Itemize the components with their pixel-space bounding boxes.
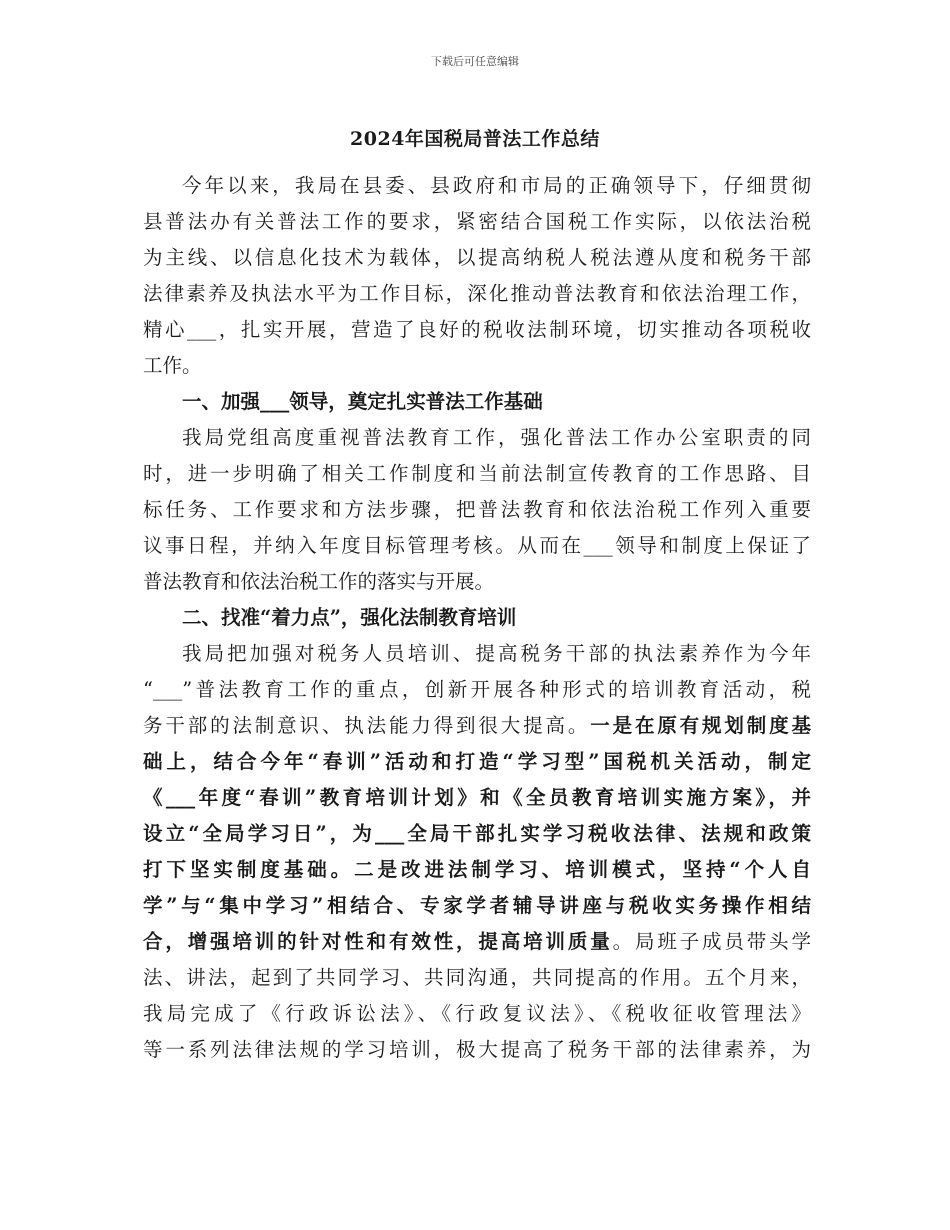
bold-text-segment: 二、找准“着力点”，强化法制教育培训: [182, 606, 517, 629]
text-segment: 议事日程，并纳入年度目标管理考核。从而在___领导和制度上保证了: [143, 534, 811, 557]
text-segment: 为主线、以信息化技术为载体，以提高纳税人税法遵从度和税务干部: [143, 246, 811, 269]
text-segment: 时，进一步明确了相关工作制度和当前法制宣传教育的工作思路、目: [143, 462, 811, 485]
text-line: [143, 852, 811, 888]
text-segment: 等一系列法律法规的学习培训，极大提高了税务干部的法律素养，为: [143, 1038, 811, 1061]
text-line: [143, 348, 811, 384]
text-line: [143, 312, 811, 348]
text-segment: 法、讲法，起到了共同学习、共同沟通，共同提高的作用。五个月来，: [143, 966, 811, 989]
text-line: [143, 204, 811, 240]
bold-text-segment: 合，增强培训的针对性和有效性，提高培训质量: [143, 930, 613, 953]
text-line: [143, 672, 811, 708]
bold-text-segment: 础上，结合今年“春训”活动和打造“学习型”国税机关活动，制定: [143, 750, 811, 773]
page-header: 下载后可任意编辑: [431, 55, 519, 68]
text-line: [143, 924, 811, 960]
section-heading: [143, 384, 811, 420]
text-line: [143, 276, 811, 312]
text-segment: 我局把加强对税务人员培训、提高税务干部的执法素养作为今年: [182, 642, 811, 665]
text-line: [143, 996, 811, 1032]
text-line: [143, 1032, 811, 1068]
text-line: [143, 168, 811, 204]
text-segment: 。局班子成员带头学: [612, 930, 811, 953]
text-line: [143, 960, 811, 996]
text-line: [143, 492, 811, 528]
text-line: [143, 708, 811, 744]
text-segment: 法律素养及执法水平为工作目标，深化推动普法教育和依法治理工作，: [143, 282, 811, 305]
text-segment: 我局党组高度重视普法教育工作，强化普法工作办公室职责的同: [182, 426, 811, 449]
text-line: [143, 816, 811, 852]
text-segment: 县普法办有关普法工作的要求，紧密结合国税工作实际，以依法治税: [143, 210, 811, 233]
text-segment: 标任务、工作要求和方法步骤，把普法教育和依法治税工作列入重要: [143, 498, 811, 521]
text-segment: “___”普法教育工作的重点，创新开展各种形式的培训教育活动，税: [143, 678, 811, 701]
text-segment: 今年以来，我局在县委、县政府和市局的正确领导下，仔细贯彻: [182, 174, 811, 197]
text-line: [143, 420, 811, 456]
text-line: [143, 780, 811, 816]
bold-text-segment: 设立“全局学习日”，为___全局干部扎实学习税收法律、法规和政策: [143, 822, 811, 845]
text-line: [143, 528, 811, 564]
section-heading: [143, 600, 811, 636]
text-segment: 精心___，扎实开展，营造了良好的税收法制环境，切实推动各项税收: [143, 318, 811, 341]
text-line: [143, 564, 811, 600]
text-line: [143, 636, 811, 672]
bold-text-segment: 一是在原有规划制度基: [590, 714, 811, 737]
text-line: [143, 744, 811, 780]
document-body: [143, 168, 811, 1068]
document-title: 2024年国税局普法工作总结: [350, 128, 600, 150]
bold-text-segment: 打下坚实制度基础。二是改进法制学习、培训模式，坚持“个人自: [143, 858, 811, 881]
text-segment: 工作。: [143, 354, 202, 377]
bold-text-segment: 学”与“集中学习”相结合、专家学者辅导讲座与税收实务操作相结: [143, 894, 811, 917]
text-line: [143, 456, 811, 492]
bold-text-segment: 一、加强___领导，奠定扎实普法工作基础: [182, 390, 543, 413]
bold-text-segment: 《___年度“春训”教育培训计划》和《全员教育培训实施方案》，并: [143, 786, 811, 809]
text-segment: 我局完成了《行政诉讼法》、《行政复议法》、《税收征收管理法》: [143, 1002, 811, 1025]
text-line: [143, 888, 811, 924]
text-segment: 务干部的法制意识、执法能力得到很大提高。: [143, 714, 591, 737]
text-line: [143, 240, 811, 276]
text-segment: 普法教育和依法治税工作的落实与开展。: [143, 570, 495, 593]
